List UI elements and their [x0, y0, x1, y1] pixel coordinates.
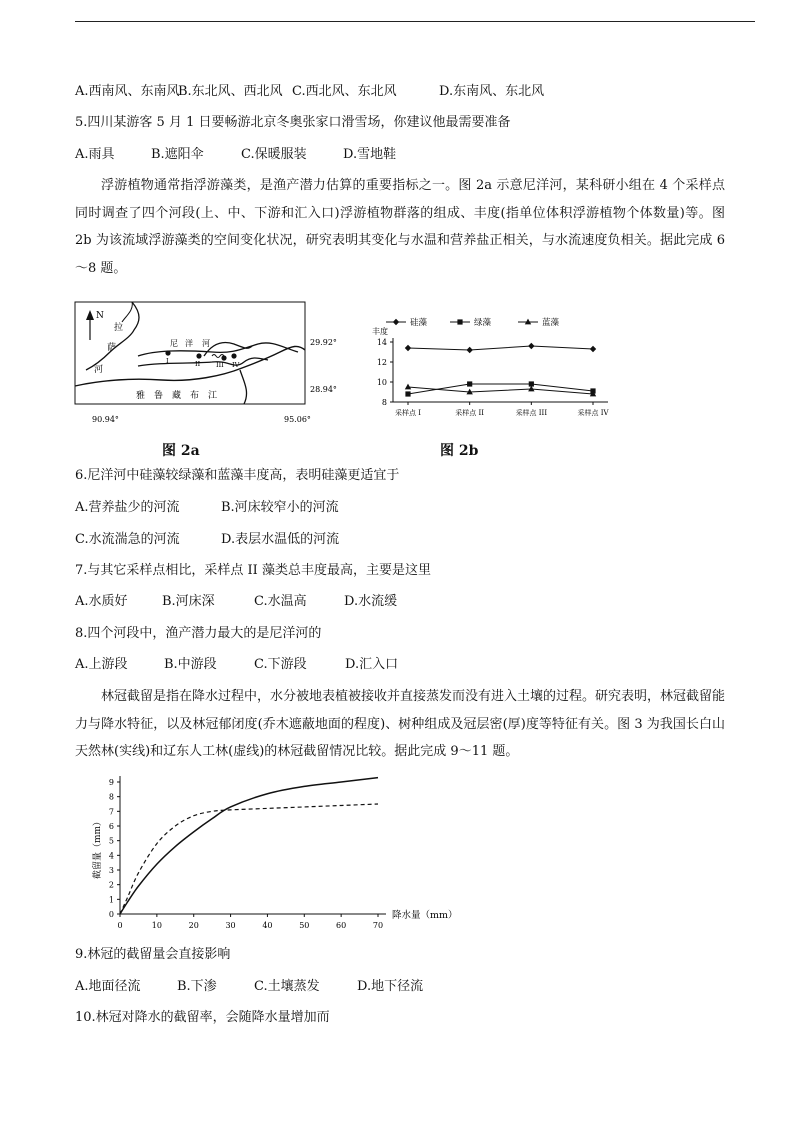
x-tick-label-3: 采样点 IV: [577, 409, 609, 417]
y-tick-label-6: 6: [108, 822, 114, 831]
nyang-char-3: 河: [202, 339, 210, 348]
nyang-river-north-bank: [138, 343, 298, 356]
q6-option-d[interactable]: D.表层水温低的河流: [221, 532, 340, 547]
x-axis-label: 降水量（mm）: [392, 910, 458, 921]
q7-options: [75, 592, 397, 612]
sampling-point-1: [165, 350, 170, 355]
series-0-point-0: [405, 345, 411, 351]
legend-label-1: 绿藻: [474, 318, 492, 328]
y-tick-label-3: 14: [376, 338, 387, 347]
q9-option-d[interactable]: D.地下径流: [357, 979, 424, 994]
x-tick-label-1: 采样点 II: [455, 409, 485, 417]
figure-2b-caption: 图 2b: [440, 443, 479, 459]
q4-options: [75, 82, 544, 102]
q7-option-a[interactable]: A.水质好: [75, 594, 128, 609]
x-tick-label-1: 10: [151, 921, 162, 930]
q5-option-a[interactable]: A.雨具: [75, 147, 115, 162]
x-tick-label-3: 30: [225, 921, 236, 930]
legend-label-0: 硅藻: [410, 318, 428, 328]
series-line-0: [408, 346, 593, 350]
legend-marker-1: [457, 319, 462, 324]
yarlung-char-4: 布: [190, 391, 200, 401]
q9-option-c[interactable]: C.土壤蒸发: [254, 979, 320, 994]
series-0-point-3: [590, 346, 596, 352]
q10-stem: 10.林冠对降水的截留率，会随降水量增加而: [75, 1010, 330, 1025]
q5-option-b[interactable]: B.遮阳伞: [151, 147, 204, 162]
q6-option-c[interactable]: C.水流湍急的河流: [75, 532, 180, 547]
series-2-point-0: [405, 384, 411, 390]
x-tick-label-2: 采样点 III: [515, 409, 548, 417]
x-tick-label-2: 20: [188, 921, 199, 930]
latitude-top: 29.92°: [310, 338, 337, 347]
x-tick-label-6: 60: [336, 921, 347, 930]
yarlung-char-2: 鲁: [154, 391, 164, 401]
q8-stem: 8.四个河段中，渔产潜力最大的是尼洋河的: [75, 626, 322, 641]
y-tick-label-1: 1: [108, 895, 114, 905]
lhasa-char-2: 萨: [107, 343, 117, 353]
point-label-1: I: [166, 357, 169, 365]
q7-option-c[interactable]: C.水温高: [254, 594, 307, 609]
q8-option-b[interactable]: B.中游段: [164, 657, 217, 672]
x-tick-label-5: 50: [299, 921, 310, 930]
q7-option-b[interactable]: B.河床深: [162, 594, 215, 609]
q5-option-c[interactable]: C.保暖服装: [241, 147, 307, 162]
header-rule: [75, 21, 755, 22]
series-1-point-0: [405, 391, 410, 396]
y-axis-label: 丰度: [372, 327, 388, 336]
sampling-point-2: [196, 353, 201, 358]
series-1-point-1: [467, 381, 472, 386]
q4-option-a[interactable]: A.西南风、东南风: [75, 84, 180, 99]
point-label-4: IV: [232, 361, 240, 369]
q6-option-b[interactable]: B.河床较窄小的河流: [221, 500, 339, 515]
nyang-char-2: 洋: [185, 339, 193, 348]
q9-options: [75, 977, 423, 997]
lhasa-river-tributary: [122, 302, 132, 322]
q8-option-c[interactable]: C.下游段: [254, 657, 307, 672]
q7-stem: 7.与其它采样点相比，采样点 II 藻类总丰度最高，主要是这里: [75, 563, 431, 578]
y-tick-label-5: 5: [108, 836, 114, 846]
q8-options: [75, 655, 398, 675]
y-tick-label-8: 8: [108, 792, 114, 802]
q9-stem: 9.林冠的截留量会直接影响: [75, 947, 231, 962]
sampling-point-3: [221, 355, 226, 360]
passage-6-8: 浮游植物通常指浮游藻类，是渔产潜力估算的重要指标之一。图 2a 示意尼洋河，某科研小组在 4 个采样点同时调查了四个河段(上、中、下游和汇入口)浮游植物群落的组成、丰度(指单位体积浮游植物个体数量)等。图 2b 为该流域浮游藻类的空间变化状况，研究表明其变化与水温和营养盐正相关，与水流速度负相关。据此完成 6～8 题。: [75, 178, 725, 276]
y-tick-label-0: 8: [381, 398, 387, 407]
lhasa-river-line: [86, 302, 139, 370]
north-label: N: [96, 311, 104, 321]
y-tick-label-2: 12: [376, 358, 387, 367]
q6-options-row1: [75, 498, 339, 518]
q8-option-d[interactable]: D.汇入口: [345, 657, 399, 672]
x-tick-label-4: 40: [262, 921, 273, 930]
sampling-point-4: [231, 353, 236, 358]
point-label-3: III: [216, 361, 224, 369]
series-0-point-2: [528, 343, 534, 349]
q4-option-c[interactable]: C.西北风、东北风: [292, 84, 397, 99]
legend-marker-0: [393, 319, 399, 325]
yarlung-char-1: 雅: [136, 391, 146, 401]
q4-option-b[interactable]: B.东北风、西北风: [178, 84, 283, 99]
point-label-2: II: [195, 360, 201, 368]
figure-2b-chart: [368, 310, 618, 426]
yarlung-char-5: 江: [208, 391, 218, 401]
y-axis-label: 截留量（mm）: [93, 816, 103, 880]
yarlung-char-3: 藏: [172, 391, 182, 401]
q9-option-b[interactable]: B.下渗: [177, 979, 217, 994]
north-arrow-head-icon: [86, 310, 94, 320]
yarlung-bend-line: [240, 370, 247, 404]
q6-options-row2: [75, 530, 339, 550]
legend-label-2: 蓝藻: [542, 318, 560, 328]
latitude-bottom: 28.94°: [310, 385, 337, 394]
x-tick-label-0: 0: [117, 921, 123, 930]
plantation-forest-curve: [120, 804, 378, 914]
y-tick-label-7: 7: [108, 807, 114, 817]
longitude-right: 95.06°: [284, 415, 311, 424]
lhasa-char-1: 拉: [114, 323, 124, 333]
y-tick-label-0: 0: [108, 910, 114, 919]
nyang-river-upper: [204, 343, 252, 357]
lhasa-char-3: 河: [94, 365, 104, 375]
longitude-left: 90.94°: [92, 415, 119, 424]
series-0-point-1: [466, 347, 472, 353]
y-tick-label-3: 3: [108, 866, 114, 875]
x-tick-label-0: 采样点 I: [395, 409, 421, 417]
x-tick-label-7: 70: [372, 921, 384, 930]
y-tick-label-4: 4: [108, 851, 114, 861]
figure-2a-caption: 图 2a: [162, 443, 200, 459]
q6-option-a[interactable]: A.营养盐少的河流: [75, 500, 180, 515]
natural-forest-curve: [120, 778, 378, 914]
passage-9-11: 林冠截留是指在降水过程中，水分被地表植被接收并直接蒸发而没有进入土壤的过程。研究表明，林冠截留能力与降水特征，以及林冠郁闭度(乔木遮蔽地面的程度)、树种组成及冠层密(厚)度等特征有关。图 3 为我国长白山天然林(实线)和辽东人工林(虚线)的林冠截留情况比较。据此完成 9～11 题。: [75, 689, 726, 759]
y-tick-label-1: 10: [376, 378, 387, 387]
q5-options: [75, 145, 396, 165]
q8-option-a[interactable]: A.上游段: [75, 657, 128, 672]
y-tick-label-2: 2: [108, 880, 114, 890]
q6-stem: 6.尼洋河中硅藻较绿藻和蓝藻丰度高，表明硅藻更适宜于: [75, 468, 400, 483]
figure-3-chart: [78, 772, 458, 938]
q5-option-d[interactable]: D.雪地鞋: [343, 147, 397, 162]
q4-option-d[interactable]: D.东南风、东北风: [439, 84, 545, 99]
figure-2a-map: [72, 300, 352, 432]
q7-option-d[interactable]: D.水流缓: [344, 594, 398, 609]
y-tick-label-9: 9: [108, 778, 114, 787]
nyang-char-1: 尼: [170, 339, 178, 348]
q9-option-a[interactable]: A.地面径流: [75, 979, 141, 994]
q5-stem: 5.四川某游客 5 月 1 日要畅游北京冬奥张家口滑雪场，你建议他最需要准备: [75, 115, 511, 130]
